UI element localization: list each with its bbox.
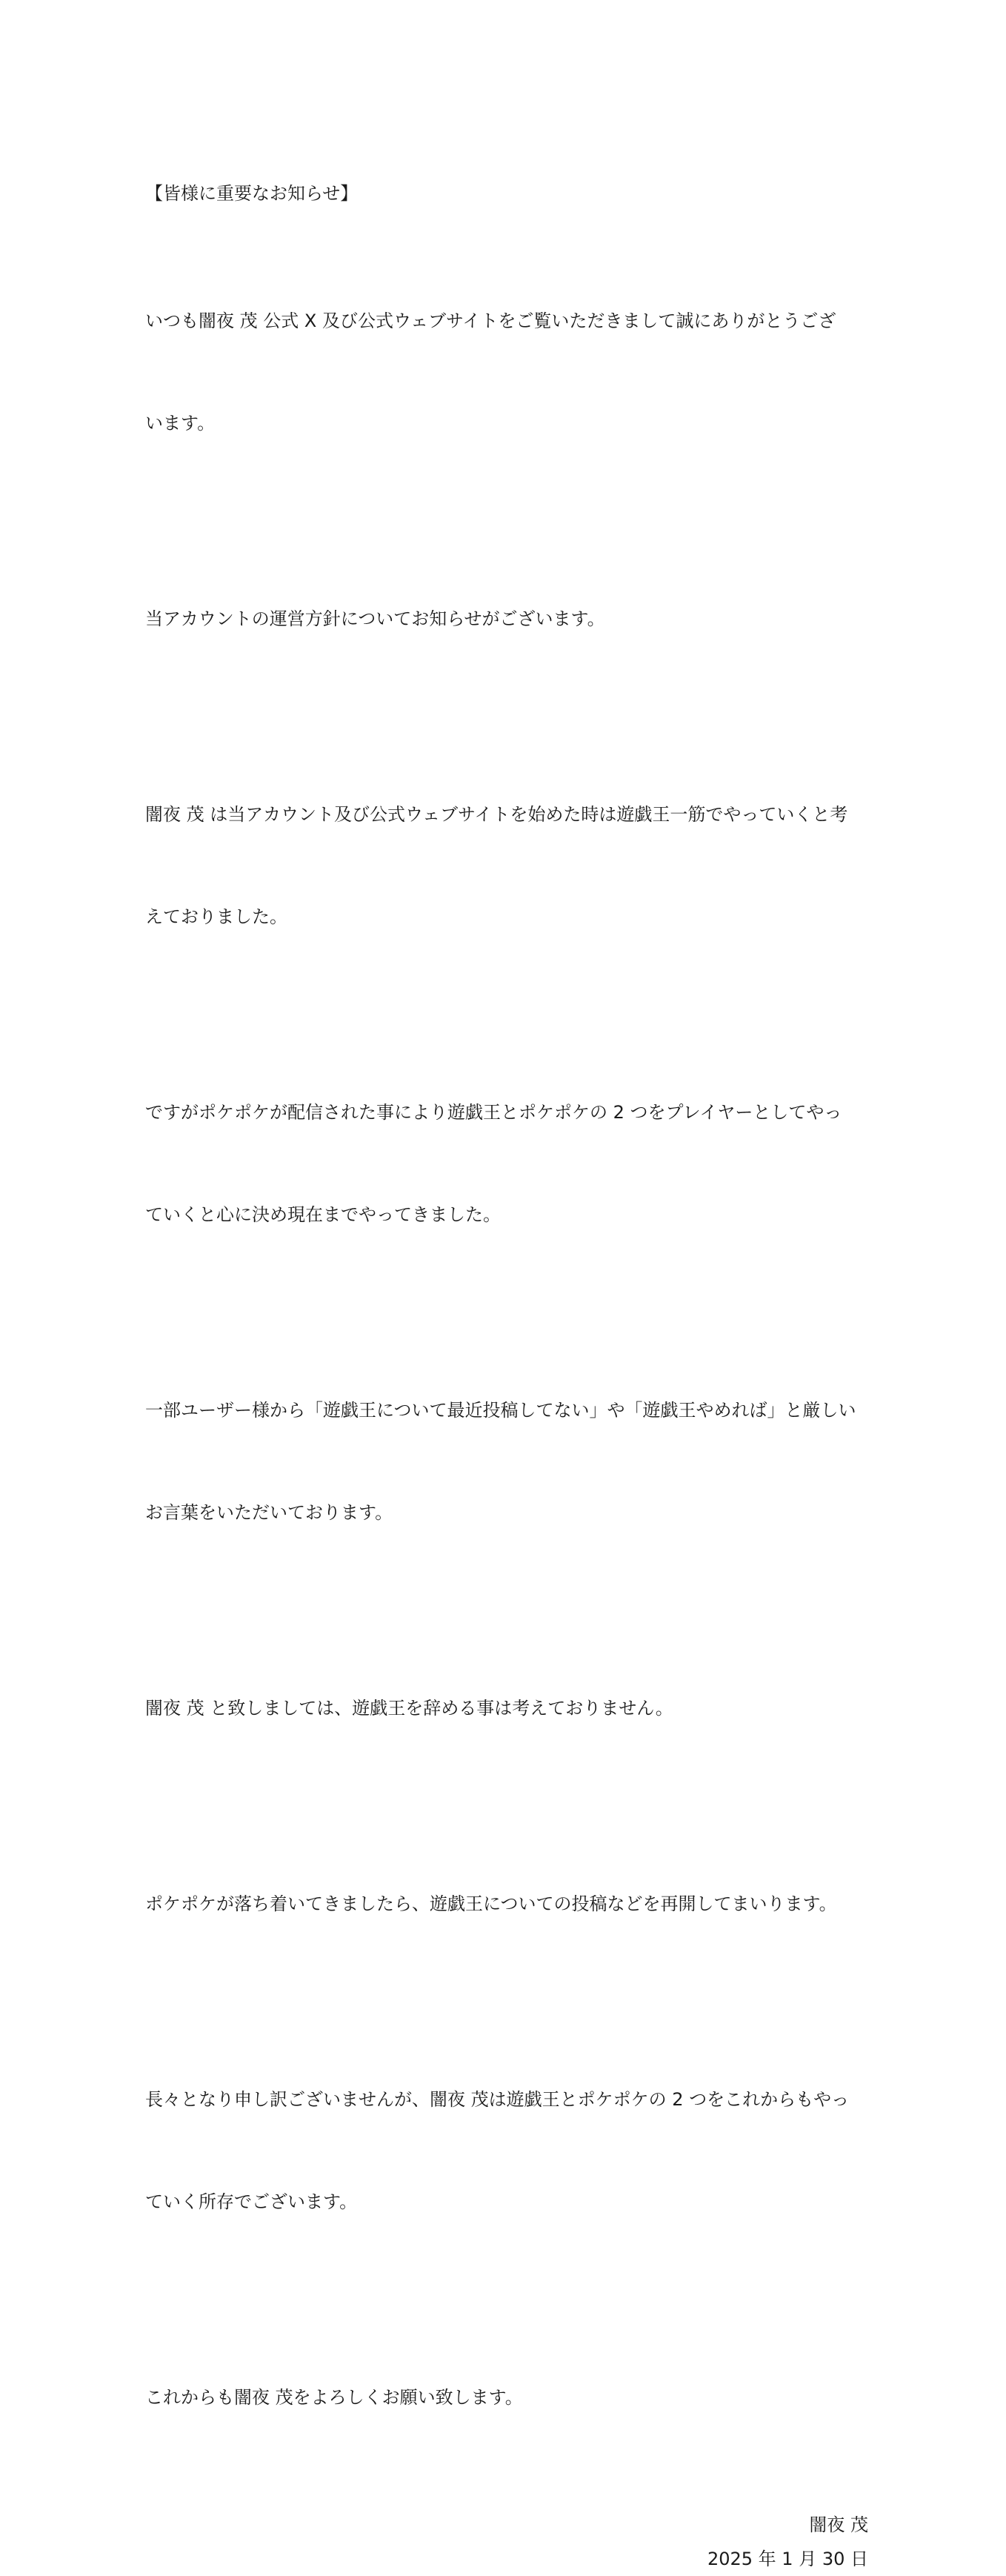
- paragraph-line: ていく所存でございます。: [145, 2191, 358, 2212]
- paragraph-line: お言葉をいただいております。: [145, 1502, 393, 1523]
- paragraph-user-feedback: [145, 1325, 868, 1598]
- paragraph-line: ですがポケポケが配信された事により遊戯王とポケポケの 2 つをプレイヤーとしてやっ: [145, 1102, 842, 1123]
- signature-name: 闇夜 茂: [809, 2514, 868, 2535]
- signature-block: [145, 2508, 868, 2576]
- paragraph-line: いつも闇夜 茂 公式 X 及び公式ウェブサイトをご覧いただきまして誠にありがとうござ: [145, 311, 836, 331]
- paragraph-line: 当アカウントの運営方針についてお知らせがございます。: [145, 608, 605, 629]
- paragraph-greeting: [145, 236, 868, 508]
- paragraph-apology: [145, 2014, 868, 2287]
- paragraph-line: ポケポケが落ち着いてきましたら、遊戯王についての投稿などを再開してまいります。: [145, 1893, 837, 1914]
- signature-date: 2025 年 1 月 30 日: [707, 2549, 868, 2569]
- paragraph-line: これからも闇夜 茂をよろしくお願い致します。: [145, 2387, 523, 2408]
- paragraph-line: 闇夜 茂 と致しましては、遊戯王を辞める事は考えておりません。: [145, 1698, 673, 1719]
- paragraph-closing: [145, 2312, 868, 2483]
- paragraph-line: 闇夜 茂 は当アカウント及び公式ウェブサイトを始めた時は遊戯王一筋でやっていくと考: [145, 804, 848, 825]
- document-body: [145, 176, 868, 2576]
- paragraph-original-plan: [145, 729, 868, 1002]
- paragraph-resume-posting: [145, 1819, 868, 1989]
- paragraph-notice-intro: [145, 534, 868, 704]
- paragraph-line: ていくと心に決め現在までやってきました。: [145, 1204, 501, 1225]
- paragraph-pokepoke-decision: [145, 1027, 868, 1300]
- paragraph-line: います。: [145, 413, 216, 434]
- paragraph-line: えておりました。: [145, 906, 287, 927]
- paragraph-line: 長々となり申し訳ございませんが、闇夜 茂は遊戯王とポケポケの 2 つをこれからもやっ: [145, 2089, 850, 2110]
- paragraph-not-quitting: [145, 1623, 868, 1793]
- paragraph-line: 一部ユーザー様から「遊戯王について最近投稿してない」や「遊戯王やめれば」と厳しい: [145, 1400, 856, 1421]
- document-heading: 【皆様に重要なお知らせ】: [145, 183, 359, 204]
